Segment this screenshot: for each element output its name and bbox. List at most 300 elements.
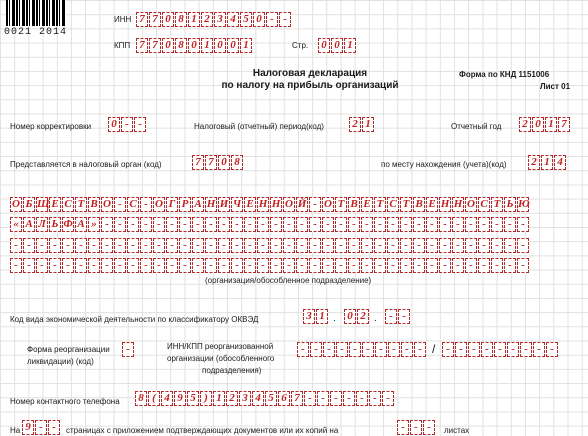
form-cell[interactable]: - <box>127 238 139 253</box>
form-cell[interactable]: 8 <box>175 12 187 27</box>
form-cell[interactable]: - <box>304 391 316 406</box>
form-cell[interactable]: 9 <box>174 391 186 406</box>
form-cell[interactable]: 4 <box>554 155 566 170</box>
form-cell[interactable]: Т <box>75 197 87 212</box>
form-cell[interactable]: 7 <box>192 155 204 170</box>
form-cell[interactable]: - <box>10 258 22 273</box>
form-cell[interactable]: 7 <box>136 12 148 27</box>
inn-label: ИНН <box>114 15 132 24</box>
form-cell[interactable]: - <box>114 238 126 253</box>
form-cell[interactable]: Е <box>244 197 256 212</box>
year-field[interactable] <box>519 117 571 132</box>
form-cell[interactable]: - <box>122 342 134 357</box>
form-cell[interactable]: Н <box>271 198 281 210</box>
form-cell[interactable]: - <box>343 391 355 406</box>
form-cell[interactable]: - <box>400 238 412 253</box>
form-cell[interactable]: 2 <box>349 117 361 132</box>
form-cell[interactable]: О <box>465 197 477 212</box>
form-cell[interactable]: - <box>439 238 451 253</box>
form-cell[interactable]: - <box>231 238 243 253</box>
attachment-sheets-field[interactable] <box>397 420 436 435</box>
form-cell[interactable]: - <box>322 217 334 232</box>
reorg-label-2: ликвидации) (код) <box>27 357 94 366</box>
form-cell[interactable]: - <box>439 258 451 273</box>
form-cell[interactable]: - <box>465 217 477 232</box>
form-cell[interactable]: - <box>140 197 152 212</box>
form-cell[interactable]: Г <box>166 197 178 212</box>
form-cell[interactable]: 0 <box>188 38 200 53</box>
form-cell[interactable]: - <box>410 420 422 435</box>
form-cell[interactable]: - <box>382 391 394 406</box>
form-cell[interactable]: - <box>244 238 256 253</box>
form-cell[interactable]: - <box>279 12 291 27</box>
form-cell[interactable]: - <box>23 258 35 273</box>
form-cell[interactable]: Н <box>440 198 450 210</box>
form-cell[interactable]: - <box>114 258 126 273</box>
form-cell[interactable]: - <box>270 217 282 232</box>
form-cell[interactable]: - <box>257 238 269 253</box>
form-cell[interactable]: - <box>491 217 503 232</box>
form-cell[interactable]: - <box>283 258 295 273</box>
form-cell[interactable]: - <box>494 342 506 357</box>
form-cell[interactable]: - <box>283 217 295 232</box>
form-cell[interactable]: Т <box>491 197 503 212</box>
form-cell[interactable]: 3 <box>303 309 315 324</box>
form-cell[interactable]: Т <box>374 197 386 212</box>
form-cell[interactable]: - <box>533 342 545 357</box>
form-cell[interactable]: 5 <box>240 12 252 27</box>
form-cell[interactable]: - <box>218 238 230 253</box>
form-cell[interactable]: А <box>192 197 204 212</box>
form-cell[interactable]: - <box>478 217 490 232</box>
form-cell[interactable]: - <box>23 238 35 253</box>
form-cell[interactable]: 0 <box>162 38 174 53</box>
form-cell[interactable]: - <box>335 217 347 232</box>
form-cell[interactable]: - <box>153 238 165 253</box>
form-cell[interactable]: - <box>75 258 87 273</box>
form-cell[interactable]: 4 <box>161 391 173 406</box>
form-cell[interactable]: - <box>205 258 217 273</box>
form-cell[interactable]: 0 <box>532 117 544 132</box>
form-cell[interactable]: - <box>465 238 477 253</box>
form-cell[interactable]: - <box>374 217 386 232</box>
form-cell[interactable]: - <box>491 238 503 253</box>
form-cell[interactable]: 7 <box>291 391 303 406</box>
form-cell[interactable]: Е <box>361 197 373 212</box>
form-cell[interactable]: - <box>478 238 490 253</box>
form-cell[interactable]: 0 <box>108 117 120 132</box>
form-cell[interactable]: 8 <box>231 155 243 170</box>
form-cell[interactable]: - <box>481 342 493 357</box>
form-cell[interactable]: - <box>452 258 464 273</box>
form-cell[interactable]: - <box>442 342 454 357</box>
form-cell[interactable]: - <box>218 258 230 273</box>
form-cell[interactable]: С <box>387 197 399 212</box>
form-cell[interactable]: Н <box>453 198 463 210</box>
form-title-line1: Налоговая декларация <box>252 68 368 79</box>
form-cell[interactable]: - <box>401 342 413 357</box>
form-cell[interactable]: - <box>426 258 438 273</box>
form-cell[interactable]: 9 <box>22 420 34 435</box>
okved-separator-2: . <box>374 313 377 324</box>
form-cell[interactable]: Н <box>258 198 268 210</box>
form-cell[interactable]: 1 <box>201 38 213 53</box>
form-cell[interactable]: О <box>10 197 22 212</box>
form-cell[interactable]: 8 <box>135 391 147 406</box>
form-cell[interactable]: - <box>323 342 335 357</box>
form-cell[interactable]: - <box>309 258 321 273</box>
form-cell[interactable]: - <box>362 342 374 357</box>
form-cell[interactable]: - <box>153 217 165 232</box>
org-name-row-3[interactable] <box>10 238 530 253</box>
form-cell[interactable]: 0 <box>344 309 356 324</box>
form-cell[interactable]: Й <box>297 198 307 210</box>
form-cell[interactable]: 2 <box>201 12 213 27</box>
reorg-slash: / <box>432 342 436 356</box>
form-cell[interactable]: - <box>348 217 360 232</box>
form-cell[interactable]: - <box>335 258 347 273</box>
form-cell[interactable]: - <box>397 420 409 435</box>
form-cell[interactable]: - <box>413 217 425 232</box>
form-cell[interactable]: - <box>166 217 178 232</box>
form-cell[interactable]: - <box>465 258 477 273</box>
page-field[interactable] <box>318 38 357 53</box>
form-cell[interactable]: - <box>257 258 269 273</box>
form-cell[interactable]: - <box>166 238 178 253</box>
kpp-label: КПП <box>114 41 131 50</box>
form-cell[interactable]: Ю <box>518 198 530 210</box>
form-cell[interactable]: О <box>101 197 113 212</box>
form-cell[interactable]: - <box>257 217 269 232</box>
form-cell[interactable]: - <box>49 238 61 253</box>
form-cell[interactable]: - <box>231 217 243 232</box>
form-cell[interactable]: - <box>317 391 329 406</box>
form-cell[interactable]: - <box>297 342 309 357</box>
reorg-inn-field[interactable] <box>297 342 427 357</box>
form-cell[interactable]: - <box>140 217 152 232</box>
pages-middle-text: страницах с приложением подтверждающих документов или их копий на <box>66 426 339 435</box>
form-cell[interactable]: - <box>507 342 519 357</box>
form-cell[interactable]: 1 <box>545 117 557 132</box>
form-cell[interactable]: 2 <box>226 391 238 406</box>
location-field[interactable] <box>528 155 567 170</box>
form-cell[interactable]: 6 <box>278 391 290 406</box>
form-cell[interactable]: - <box>400 258 412 273</box>
form-cell[interactable]: 1 <box>188 12 200 27</box>
form-cell[interactable]: - <box>166 258 178 273</box>
form-cell[interactable]: - <box>388 342 400 357</box>
form-cell[interactable]: - <box>374 258 386 273</box>
sheet-number: Лист 01 <box>540 82 571 91</box>
form-cell[interactable]: 5 <box>187 391 199 406</box>
form-cell[interactable]: - <box>231 258 243 273</box>
form-cell[interactable]: - <box>127 217 139 232</box>
tax-authority-label: Представляется в налоговый орган (код) <box>10 160 162 169</box>
form-cell[interactable]: ( <box>148 391 160 406</box>
form-cell[interactable]: - <box>127 258 139 273</box>
form-cell[interactable]: - <box>283 238 295 253</box>
org-name-row-1[interactable] <box>10 197 530 212</box>
reorg-inn-label-1: ИНН/КПП реорганизованной <box>167 342 274 351</box>
okved-field-1[interactable] <box>303 309 329 324</box>
form-cell[interactable]: 2 <box>357 309 369 324</box>
form-cell[interactable]: О <box>283 197 295 212</box>
form-cell[interactable]: - <box>517 238 529 253</box>
form-cell[interactable]: - <box>426 238 438 253</box>
form-cell[interactable]: - <box>335 238 347 253</box>
barcode <box>6 0 66 26</box>
form-cell[interactable]: - <box>309 217 321 232</box>
pages-suffix: листах <box>444 426 470 435</box>
form-cell[interactable]: 0 <box>253 12 265 27</box>
form-cell[interactable]: - <box>398 309 410 324</box>
form-cell[interactable]: - <box>356 391 368 406</box>
form-cell[interactable]: Т <box>400 197 412 212</box>
form-cell[interactable]: - <box>413 258 425 273</box>
form-cell[interactable]: - <box>348 238 360 253</box>
form-cell[interactable]: - <box>375 342 387 357</box>
form-cell[interactable]: Щ <box>37 198 50 210</box>
form-cell[interactable]: - <box>140 258 152 273</box>
form-cell[interactable]: - <box>101 258 113 273</box>
form-cell[interactable]: 7 <box>205 155 217 170</box>
form-cell[interactable]: - <box>88 258 100 273</box>
form-cell[interactable]: 1 <box>541 155 553 170</box>
form-cell[interactable]: 2 <box>519 117 531 132</box>
form-cell[interactable]: 7 <box>136 38 148 53</box>
form-cell[interactable]: - <box>452 217 464 232</box>
form-cell[interactable]: Е <box>49 197 61 212</box>
form-cell[interactable]: - <box>114 217 126 232</box>
form-cell[interactable]: 1 <box>213 391 225 406</box>
form-cell[interactable]: С <box>127 197 139 212</box>
form-cell[interactable]: Б <box>23 197 35 212</box>
inn-field[interactable] <box>136 12 292 27</box>
form-cell[interactable]: - <box>504 258 516 273</box>
org-name-row-2[interactable] <box>10 217 530 232</box>
form-cell[interactable]: - <box>517 258 529 273</box>
form-cell[interactable]: - <box>270 238 282 253</box>
form-cell[interactable]: Р <box>179 197 191 212</box>
form-cell[interactable]: - <box>468 342 480 357</box>
form-cell[interactable]: С <box>62 197 74 212</box>
form-cell[interactable]: - <box>520 342 532 357</box>
form-cell[interactable]: 1 <box>344 38 356 53</box>
form-cell[interactable]: 5 <box>265 391 277 406</box>
kpp-field[interactable] <box>136 38 253 53</box>
form-cell[interactable]: - <box>361 238 373 253</box>
form-cell[interactable]: Т <box>335 197 347 212</box>
form-cell[interactable]: - <box>36 258 48 273</box>
form-cell[interactable]: - <box>218 217 230 232</box>
reorg-form-field[interactable] <box>122 342 135 357</box>
correction-label: Номер корректировки <box>10 122 92 131</box>
form-cell[interactable]: 1 <box>362 117 374 132</box>
form-cell[interactable]: - <box>322 258 334 273</box>
form-cell[interactable]: - <box>385 309 397 324</box>
form-cell[interactable]: - <box>75 238 87 253</box>
form-cell[interactable]: Л <box>36 217 48 232</box>
form-cell[interactable]: В <box>413 197 425 212</box>
form-cell[interactable]: - <box>478 258 490 273</box>
form-cell[interactable]: - <box>48 420 60 435</box>
form-cell[interactable]: - <box>179 258 191 273</box>
form-cell[interactable]: - <box>504 238 516 253</box>
form-cell[interactable]: 7 <box>149 12 161 27</box>
form-cell[interactable]: - <box>322 238 334 253</box>
pages-prefix: На <box>10 426 21 435</box>
okved-separator-1: . <box>333 313 336 324</box>
form-cell[interactable]: - <box>192 238 204 253</box>
form-cell[interactable]: - <box>192 258 204 273</box>
form-cell[interactable]: - <box>244 217 256 232</box>
barcode-number: 0021 2014 <box>4 27 68 38</box>
form-cell[interactable]: - <box>336 342 348 357</box>
form-cell[interactable]: - <box>270 258 282 273</box>
form-cell[interactable]: - <box>205 238 217 253</box>
form-cell[interactable]: - <box>205 217 217 232</box>
form-cell[interactable]: 0 <box>214 38 226 53</box>
form-cell[interactable]: - <box>101 217 113 232</box>
form-cell[interactable]: - <box>361 258 373 273</box>
form-cell[interactable]: - <box>114 197 126 212</box>
form-cell[interactable]: - <box>309 238 321 253</box>
form-cell[interactable]: - <box>426 217 438 232</box>
form-cell[interactable]: А <box>23 217 35 232</box>
form-cell[interactable]: » <box>88 217 100 232</box>
form-cell[interactable]: - <box>413 238 425 253</box>
form-cell[interactable]: Е <box>426 197 438 212</box>
reorg-kpp-field[interactable] <box>442 342 559 357</box>
form-cell[interactable]: С <box>478 197 490 212</box>
phone-label: Номер контактного телефона <box>10 397 120 406</box>
form-cell[interactable]: - <box>504 217 516 232</box>
form-cell[interactable]: 2 <box>528 155 540 170</box>
form-cell[interactable]: Н <box>206 198 216 210</box>
tax-authority-field[interactable] <box>192 155 244 170</box>
form-cell[interactable]: - <box>387 217 399 232</box>
form-cell[interactable]: - <box>414 342 426 357</box>
page-label: Стр. <box>292 41 309 50</box>
correction-field[interactable] <box>108 117 147 132</box>
okved-label: Код вида экономической деятельности по классификатору ОКВЭД <box>10 315 259 324</box>
form-cell[interactable]: Ь <box>504 197 516 212</box>
form-cell[interactable]: - <box>10 238 22 253</box>
form-cell[interactable]: - <box>309 197 321 212</box>
form-cell[interactable]: 1 <box>240 38 252 53</box>
form-cell[interactable]: 0 <box>218 155 230 170</box>
form-cell[interactable]: А <box>75 217 87 232</box>
form-cell[interactable]: - <box>423 420 435 435</box>
form-cell[interactable]: - <box>452 238 464 253</box>
form-cell[interactable]: - <box>361 217 373 232</box>
form-cell[interactable]: В <box>88 197 100 212</box>
form-cell[interactable]: - <box>348 258 360 273</box>
form-cell[interactable]: 8 <box>175 38 187 53</box>
form-cell[interactable]: - <box>88 238 100 253</box>
form-cell[interactable]: - <box>101 238 113 253</box>
reorg-inn-label-3: подразделения) <box>202 366 262 375</box>
form-cell[interactable]: - <box>546 342 558 357</box>
form-cell[interactable]: - <box>349 342 361 357</box>
form-cell[interactable]: - <box>140 238 152 253</box>
form-cell[interactable]: Ф <box>63 218 73 230</box>
reorg-label-1: Форма реорганизации <box>27 345 110 354</box>
form-cell[interactable]: Ь <box>49 217 61 232</box>
form-cell[interactable]: - <box>310 342 322 357</box>
period-label: Налоговый (отчетный) период(код) <box>194 122 324 131</box>
form-cell[interactable]: 0 <box>162 12 174 27</box>
form-cell[interactable]: - <box>455 342 467 357</box>
form-cell[interactable]: 3 <box>239 391 251 406</box>
location-label: по месту нахождения (учета)(код) <box>381 160 507 169</box>
form-cell[interactable]: - <box>62 238 74 253</box>
form-cell[interactable]: - <box>400 217 412 232</box>
form-cell[interactable]: - <box>387 238 399 253</box>
form-cell[interactable]: 3 <box>214 12 226 27</box>
form-cell[interactable]: - <box>49 258 61 273</box>
form-cell[interactable]: Ч <box>232 198 242 210</box>
form-cell[interactable]: - <box>330 391 342 406</box>
form-title-line2: по налогу на прибыль организаций <box>221 80 399 91</box>
org-caption: (организация/обособленное подразделение) <box>205 276 372 285</box>
form-cell[interactable]: 0 <box>331 38 343 53</box>
form-cell[interactable]: - <box>179 238 191 253</box>
okved-field-2[interactable] <box>344 309 370 324</box>
form-cell[interactable]: - <box>369 391 381 406</box>
pages-count-field[interactable] <box>22 420 61 435</box>
form-cell[interactable]: - <box>244 258 256 273</box>
form-cell[interactable]: 4 <box>252 391 264 406</box>
org-name-row-4[interactable] <box>10 258 530 273</box>
form-cell[interactable]: 1 <box>316 309 328 324</box>
form-cell[interactable]: 4 <box>227 12 239 27</box>
form-cell[interactable]: О <box>153 197 165 212</box>
form-cell[interactable]: В <box>348 197 360 212</box>
form-cell[interactable]: О <box>322 197 334 212</box>
form-cell[interactable]: - <box>296 258 308 273</box>
okved-field-3[interactable] <box>385 309 411 324</box>
form-cell[interactable]: - <box>517 217 529 232</box>
form-cell[interactable]: - <box>296 217 308 232</box>
form-cell[interactable]: 7 <box>149 38 161 53</box>
form-cell[interactable]: - <box>36 238 48 253</box>
form-cell[interactable]: - <box>62 258 74 273</box>
form-cell[interactable]: 0 <box>318 38 330 53</box>
form-cell[interactable]: - <box>387 258 399 273</box>
form-code: Форма по КНД 1151006 <box>459 70 550 79</box>
form-cell[interactable]: - <box>179 217 191 232</box>
form-cell[interactable]: 7 <box>558 117 570 132</box>
form-cell[interactable]: ) <box>200 391 212 406</box>
form-cell[interactable]: - <box>296 238 308 253</box>
form-cell[interactable]: « <box>10 217 22 232</box>
form-cell[interactable]: 0 <box>227 38 239 53</box>
form-cell[interactable]: - <box>192 217 204 232</box>
form-cell[interactable]: - <box>491 258 503 273</box>
form-cell[interactable]: - <box>439 217 451 232</box>
form-cell[interactable]: - <box>134 117 146 132</box>
year-label: Отчетный год <box>451 122 502 131</box>
form-cell[interactable]: - <box>374 238 386 253</box>
form-cell[interactable]: - <box>35 420 47 435</box>
form-cell[interactable]: - <box>153 258 165 273</box>
period-field[interactable] <box>349 117 375 132</box>
phone-field[interactable] <box>135 391 395 406</box>
form-cell[interactable]: - <box>121 117 133 132</box>
form-cell[interactable]: - <box>266 12 278 27</box>
form-cell[interactable]: И <box>219 198 229 210</box>
